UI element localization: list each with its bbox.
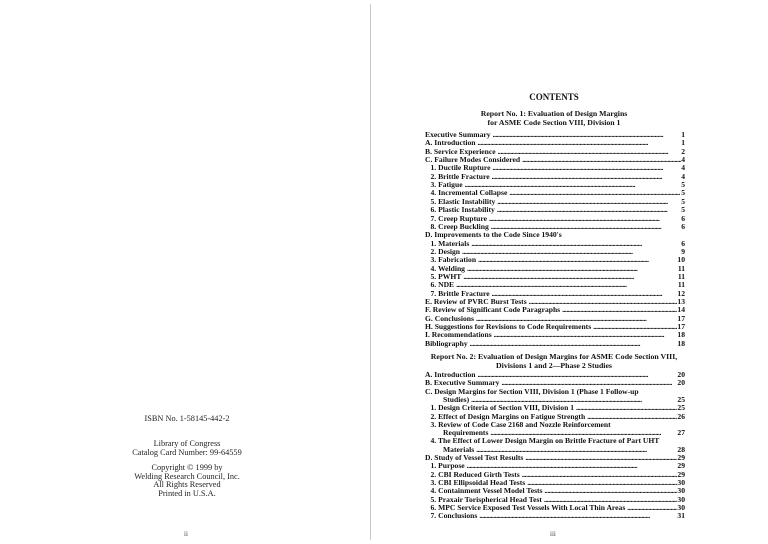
toc-entry	[431, 173, 686, 181]
report2-title-line1: Report No. 2: Evaluation of Design Margins for ASME Code Section VIII,	[430, 352, 678, 361]
dot-leader	[523, 454, 677, 462]
toc-entry-label: F. Review of Significant Code Paragraphs	[425, 305, 561, 315]
toc-entry-label: 3. CBI Ellipsoidal Head Tests	[430, 477, 526, 487]
toc-entry-label: 6. MPC Service Exposed Test Vessels With Local Thin Areas	[430, 502, 626, 512]
toc-entry-label: 8. Creep Buckling	[430, 221, 489, 231]
toc-entry-label: B. Service Experience	[425, 146, 496, 156]
toc-entry-page: 27	[677, 428, 685, 438]
toc-entry-label: 2. CBI Reduced Girth Tests	[430, 469, 520, 479]
toc-entry-page: 20	[677, 378, 685, 388]
toc-entry	[431, 265, 686, 273]
isbn: ISBN No. 1-58145-442-2	[144, 414, 230, 423]
toc-entry-label: A. Introduction	[425, 138, 476, 148]
toc-entry-page: 30	[677, 494, 685, 504]
dot-leader	[492, 331, 678, 339]
toc-entry-label: H. Suggestions for Revisions to Code Requirements	[425, 322, 592, 332]
rights-reserved: All Rights Reserved	[153, 480, 221, 489]
dot-leader	[476, 256, 677, 264]
toc-entry-label: 4. Containment Vessel Model Tests	[430, 486, 543, 496]
toc-entry-label: G. Conclusions	[425, 313, 474, 323]
toc-entry-page: 13	[677, 297, 685, 306]
toc-entry-label: 1. Design Criteria of Section VIII, Division 1	[430, 403, 575, 413]
toc-entry-page: 20	[677, 370, 685, 379]
toc-entry-page: 2	[681, 146, 685, 156]
toc-entry-page: 6	[681, 213, 685, 223]
toc-entry-page: 1	[681, 130, 685, 139]
library-of-congress: Library of Congress	[153, 439, 221, 448]
toc-entry	[425, 340, 685, 348]
dot-leader	[490, 173, 682, 181]
toc-entry-label: E. Review of PVRC Burst Tests	[425, 297, 527, 306]
toc-entry-label: C. Design Margins for Section VIII, Division 1 (Phase 1 Follow-up	[425, 386, 639, 396]
report2-title-line2: Divisions 1 and 2—Phase 2 Studies	[496, 360, 612, 370]
toc-entry-label: 5. Praxair Torispherical Head Test	[430, 494, 542, 504]
toc-entry-label: 5. PWHT	[430, 271, 462, 281]
toc-entry-page: 26	[677, 411, 685, 421]
toc-entry-label: 6. NDE	[430, 280, 455, 290]
toc-entry-label: 7. Conclusions	[430, 511, 478, 521]
toc-entry-label: C. Failure Modes Considered	[425, 155, 521, 165]
dot-leader	[525, 479, 677, 487]
toc-entry-page: 17	[677, 322, 685, 332]
toc-entry-page: 9	[681, 246, 685, 256]
report1-title-line1: Report No. 1: Evaluation of Design Margins	[480, 109, 628, 118]
toc-entry-page: 30	[677, 502, 685, 512]
dot-leader	[543, 487, 678, 495]
toc-entry-page: 29	[677, 461, 685, 471]
toc-entry-page: 28	[677, 444, 685, 454]
copyright: Copyright © 1999 by	[151, 463, 223, 472]
dot-leader	[495, 198, 681, 206]
printed-in: Printed in U.S.A.	[158, 488, 216, 498]
report1-title-line2: for ASME Code Section VIII, Division 1	[487, 117, 621, 127]
toc-entry-page: 10	[677, 255, 685, 265]
dot-leader	[477, 512, 677, 520]
toc-entry-label: 1. Materials	[430, 238, 470, 248]
toc-entry-label: 2. Brittle Fracture	[430, 171, 490, 181]
page-number-right: iii	[550, 530, 556, 538]
toc-entry-label: 3. Fabrication	[430, 255, 477, 265]
toc-entry-page: 18	[677, 338, 685, 348]
toc-entry	[431, 273, 686, 281]
toc-entry-label: A. Introduction	[425, 370, 476, 379]
toc-entry-page: 14	[677, 305, 685, 315]
dot-leader	[520, 471, 678, 479]
toc-entry-label: 4. The Effect of Lower Design Margin on Brittle Fracture of Part UHT	[430, 436, 660, 446]
toc-entry-label: 2. Effect of Design Margins on Fatigue Strength	[430, 411, 586, 421]
page-number-left: ii	[184, 530, 188, 538]
dot-leader	[461, 273, 678, 281]
toc-entry-page: 5	[681, 196, 685, 206]
toc-entry-label: 3. Fatigue	[430, 180, 463, 190]
toc-entry-label: Executive Summary	[425, 130, 491, 139]
dot-leader	[520, 156, 681, 164]
toc-entry-page: 6	[681, 238, 685, 248]
toc-entry-page: 30	[677, 486, 685, 496]
toc-entry-page: 25	[677, 394, 685, 404]
toc-entry-label: D. Improvements to the Code Since 1940's	[425, 230, 562, 240]
dot-leader	[465, 265, 678, 273]
toc-entry-page: 11	[677, 263, 685, 273]
dot-leader	[476, 139, 682, 147]
toc-entry-label: B. Executive Summary	[425, 378, 500, 388]
toc-entry-page: 17	[677, 313, 685, 323]
toc-entry-page: 18	[677, 330, 685, 340]
publisher: Welding Research Council, Inc.	[134, 471, 240, 481]
toc-entry	[431, 256, 686, 264]
toc-entry-label: Requirements	[443, 428, 489, 438]
toc-entry-page: 5	[681, 205, 685, 215]
catalog-card-number: Catalog Card Number: 99-64559	[132, 447, 242, 457]
dot-leader	[591, 323, 677, 331]
toc-entry-label: Bibliography	[425, 338, 468, 348]
toc-entry-page: 29	[677, 453, 685, 462]
dot-leader	[460, 248, 681, 256]
toc-entry-label: 1. Purpose	[430, 461, 465, 471]
toc-entry-label: 4. Welding	[430, 263, 465, 273]
dot-leader	[487, 215, 681, 223]
toc-entry-page: 4	[681, 163, 685, 173]
page-gutter-divider	[370, 4, 371, 540]
toc-entry-label: I. Recommendations	[425, 330, 492, 340]
toc-entry-page: 31	[677, 511, 685, 521]
dot-leader	[496, 148, 682, 156]
toc-entry-page: 6	[681, 221, 685, 231]
toc-entry-page: 11	[677, 280, 685, 290]
toc-entry-page: 11	[677, 271, 685, 281]
toc-entry	[431, 240, 686, 248]
toc-entry-label: 1. Ductile Rupture	[430, 163, 491, 173]
toc-entry-label: 5. Elastic Instability	[430, 196, 496, 206]
contents-title: CONTENTS	[529, 92, 579, 102]
toc-entry-page: 4	[681, 171, 685, 181]
dot-leader	[490, 164, 681, 172]
toc-entry-page: 30	[677, 477, 685, 487]
toc-entry-label: 6. Plastic Instability	[430, 205, 495, 215]
toc-entry-page: 25	[677, 403, 685, 413]
toc-entry-label: Studies)	[443, 394, 470, 404]
toc-entry-label: D. Study of Vessel Test Results	[425, 453, 524, 462]
toc-entry-page: 12	[677, 288, 685, 298]
dot-leader	[507, 189, 681, 197]
toc-entry-page: 5	[681, 180, 685, 190]
dot-leader	[476, 371, 678, 379]
toc-entry-page: 1	[681, 138, 685, 148]
toc-entry-page: 5	[681, 188, 685, 198]
dot-leader	[468, 340, 678, 348]
dot-leader	[625, 504, 677, 512]
toc-entry	[431, 512, 686, 520]
toc-entry-page: 29	[677, 469, 685, 479]
toc-entry-label: 2. Design	[430, 246, 461, 256]
dot-leader	[469, 240, 681, 248]
toc-entry-label: 7. Brittle Fracture	[430, 288, 490, 298]
dot-leader	[491, 131, 682, 139]
toc-entry-label: 7. Creep Rupture	[430, 213, 487, 223]
dot-leader	[560, 306, 677, 314]
dot-leader	[495, 206, 681, 214]
toc-entry-label: Materials	[443, 444, 475, 454]
dot-leader	[574, 404, 677, 412]
toc-entry-label: 4. Incremental Collapse	[430, 188, 508, 198]
toc-entry-page: 4	[681, 155, 685, 165]
toc-entry-label: 3. Review of Code Case 2168 and Nozzle Reinforcement	[430, 419, 611, 429]
